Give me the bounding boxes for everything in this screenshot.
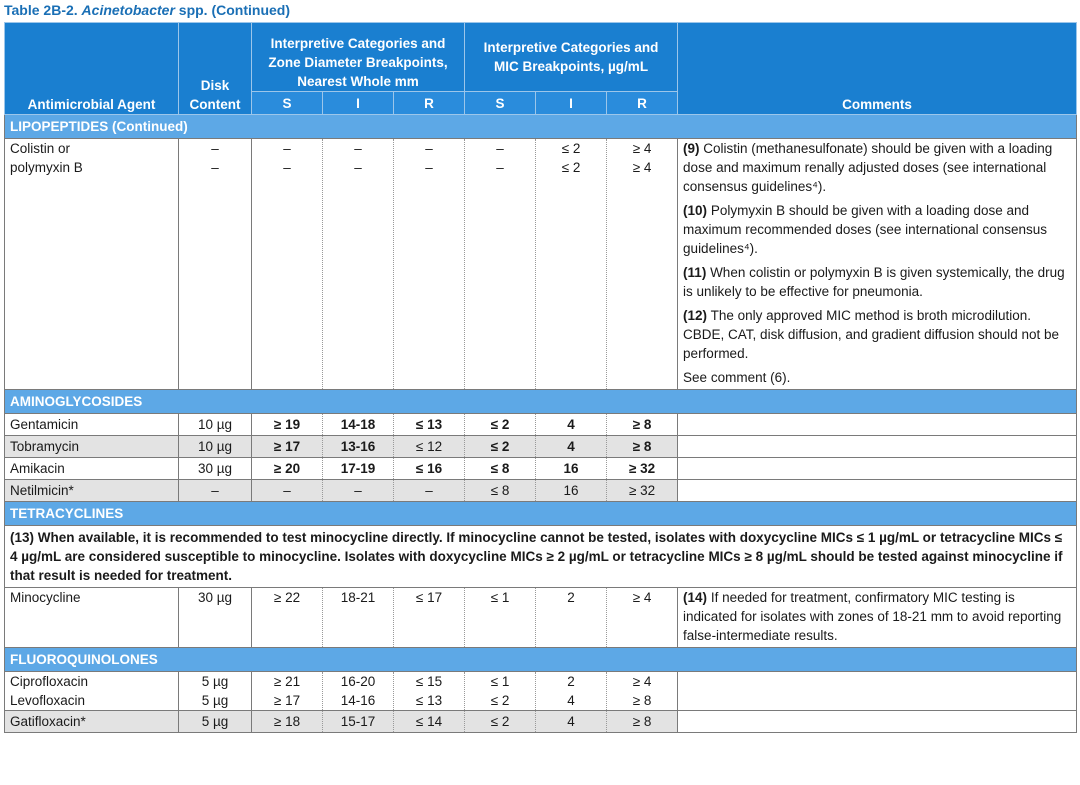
zone-s-cell: ≥ 19: [252, 414, 323, 436]
zone-r-cell: ≤ 17: [394, 588, 465, 648]
comments-cell: [678, 414, 1077, 436]
mic-r-cell: ≥ 8: [607, 711, 678, 733]
zone-i-cell: 15-17: [323, 711, 394, 733]
mic-r-cell: ≥ 4: [607, 588, 678, 648]
mic-s-cell: ≤ 1: [465, 588, 536, 648]
agent-cell: Tobramycin: [5, 436, 179, 458]
mic-i-cell: 2 4: [536, 672, 607, 711]
agent-cell: Gatifloxacin*: [5, 711, 179, 733]
disk-cell: 10 µg: [179, 414, 252, 436]
section-fluoroquinolones: FLUOROQUINOLONES: [5, 648, 1077, 672]
mic-i-cell: ≤ 2 ≤ 2: [536, 139, 607, 390]
header-comments: Comments: [678, 23, 1077, 115]
zone-s-cell: ≥ 21 ≥ 17: [252, 672, 323, 711]
agent-cell: Amikacin: [5, 458, 179, 480]
zone-i-cell: – –: [323, 139, 394, 390]
agent-line: Colistin or: [10, 141, 71, 156]
mic-r-cell: ≥ 4 ≥ 4: [607, 139, 678, 390]
agent-cell: Netilmicin*: [5, 480, 179, 502]
comment-11: (11) When colistin or polymyxin B is given systemically, the drug is unlikely to be effective for pneumonia.: [683, 265, 1065, 299]
comments-cell: [678, 458, 1077, 480]
header-zone-i: I: [323, 92, 394, 115]
table-caption: [4, 2, 290, 18]
mic-s-cell: ≤ 1 ≤ 2: [465, 672, 536, 711]
header-mic-i: I: [536, 92, 607, 115]
disk-cell: 30 µg: [179, 458, 252, 480]
zone-i-cell: 13-16: [323, 436, 394, 458]
comment-14: (14) If needed for treatment, confirmatory MIC testing is indicated for isolates with zones of 18-21 mm to avoid reporting false-intermediate results.: [678, 588, 1077, 648]
header-zone-r: R: [394, 92, 465, 115]
zone-i-cell: 14-18: [323, 414, 394, 436]
comments-cell: [678, 672, 1077, 711]
agent-cell: Minocycline: [5, 588, 179, 648]
section-lipopeptides: LIPOPEPTIDES (Continued): [5, 115, 1077, 139]
zone-s-cell: ≥ 18: [252, 711, 323, 733]
comments-cell: [678, 436, 1077, 458]
table-row: [5, 139, 1077, 390]
comments-cell: [678, 139, 1077, 390]
zone-r-cell: ≤ 15 ≤ 13: [394, 672, 465, 711]
mic-i-cell: 2: [536, 588, 607, 648]
header-disk: Disk Content: [179, 23, 252, 115]
zone-r-cell: –: [394, 480, 465, 502]
disk-cell: 30 µg: [179, 588, 252, 648]
caption-suffix: spp. (Continued): [174, 2, 290, 18]
zone-s-cell: ≥ 17: [252, 436, 323, 458]
disk-cell: 10 µg: [179, 436, 252, 458]
mic-s-cell: ≤ 2: [465, 711, 536, 733]
comments-cell: [678, 711, 1077, 733]
zone-s-cell: – –: [252, 139, 323, 390]
zone-i-cell: 17-19: [323, 458, 394, 480]
zone-s-cell: ≥ 22: [252, 588, 323, 648]
header-mic-r: R: [607, 92, 678, 115]
section-tetracyclines: TETRACYCLINES: [5, 502, 1077, 526]
header-mic-s: S: [465, 92, 536, 115]
comment-12: (12) The only approved MIC method is broth microdilution. CBDE, CAT, disk diffusion, and gradient diffusion should not be performed.: [683, 308, 1060, 361]
mic-r-cell: ≥ 4 ≥ 8: [607, 672, 678, 711]
header-zone-group: Interpretive Categories and Zone Diameter Breakpoints, Nearest Whole mm: [252, 23, 465, 92]
table-row: [5, 480, 1077, 502]
header-zone-s: S: [252, 92, 323, 115]
mic-s-cell: – –: [465, 139, 536, 390]
table-row: [5, 414, 1077, 436]
zone-r-cell: ≤ 12: [394, 436, 465, 458]
comment-9: (9) Colistin (methanesulfonate) should be given with a loading dose and maximum renally adjusted doses (see international consensus guidelines⁴).: [683, 141, 1053, 194]
mic-s-cell: ≤ 8: [465, 480, 536, 502]
agent-colistin: [5, 139, 179, 390]
agent-cell: Ciprofloxacin Levofloxacin: [5, 672, 179, 711]
zone-i-cell: –: [323, 480, 394, 502]
mic-i-cell: 4: [536, 414, 607, 436]
zone-r-cell: ≤ 13: [394, 414, 465, 436]
zone-i-cell: 18-21: [323, 588, 394, 648]
mic-i-cell: 16: [536, 480, 607, 502]
mic-s-cell: ≤ 8: [465, 458, 536, 480]
mic-i-cell: 4: [536, 436, 607, 458]
zone-r-cell: – –: [394, 139, 465, 390]
table-row: [5, 711, 1077, 733]
caption-prefix: Table 2B-2.: [4, 2, 82, 18]
mic-i-cell: 16: [536, 458, 607, 480]
zone-r-cell: ≤ 14: [394, 711, 465, 733]
disk-cell: – –: [179, 139, 252, 390]
table-row: [5, 436, 1077, 458]
table-row: [5, 458, 1077, 480]
comments-cell: [678, 480, 1077, 502]
agent-line: polymyxin B: [10, 160, 83, 175]
comment-10: (10) Polymyxin B should be given with a loading dose and maximum recommended doses (see international consensus guidelines⁴).: [683, 203, 1047, 256]
agent-cell: Gentamicin: [5, 414, 179, 436]
zone-s-cell: ≥ 20: [252, 458, 323, 480]
mic-i-cell: 4: [536, 711, 607, 733]
section-aminoglycosides: AMINOGLYCOSIDES: [5, 390, 1077, 414]
header-agent: Antimicrobial Agent: [5, 23, 179, 115]
disk-cell: 5 µg: [179, 711, 252, 733]
table-row: [5, 672, 1077, 711]
mic-r-cell: ≥ 8: [607, 414, 678, 436]
mic-r-cell: ≥ 32: [607, 480, 678, 502]
disk-cell: –: [179, 480, 252, 502]
comment-13: (13) When available, it is recommended to test minocycline directly. If minocycline cannot be tested, isolates with doxycycline MICs ≤ 1 µg/mL or tetracycline MICs ≤ 4 µg/mL are considered susceptible to minocycline. Isolates with doxycycline MICs ≥ 2 µg/mL or tetracycline MICs ≥ 8 µg/mL should be tested against minocycline if that result is needed for treatment.: [5, 526, 1077, 588]
zone-r-cell: ≤ 16: [394, 458, 465, 480]
mic-s-cell: ≤ 2: [465, 414, 536, 436]
breakpoint-table: [4, 22, 1077, 733]
zone-i-cell: 16-20 14-16: [323, 672, 394, 711]
zone-s-cell: –: [252, 480, 323, 502]
header-mic-group: Interpretive Categories and MIC Breakpoints, µg/mL: [465, 23, 678, 92]
mic-s-cell: ≤ 2: [465, 436, 536, 458]
mic-r-cell: ≥ 32: [607, 458, 678, 480]
disk-cell: 5 µg 5 µg: [179, 672, 252, 711]
mic-r-cell: ≥ 8: [607, 436, 678, 458]
caption-organism: Acinetobacter: [81, 2, 175, 18]
table-row: [5, 588, 1077, 648]
comment-see: See comment (6).: [683, 370, 791, 385]
